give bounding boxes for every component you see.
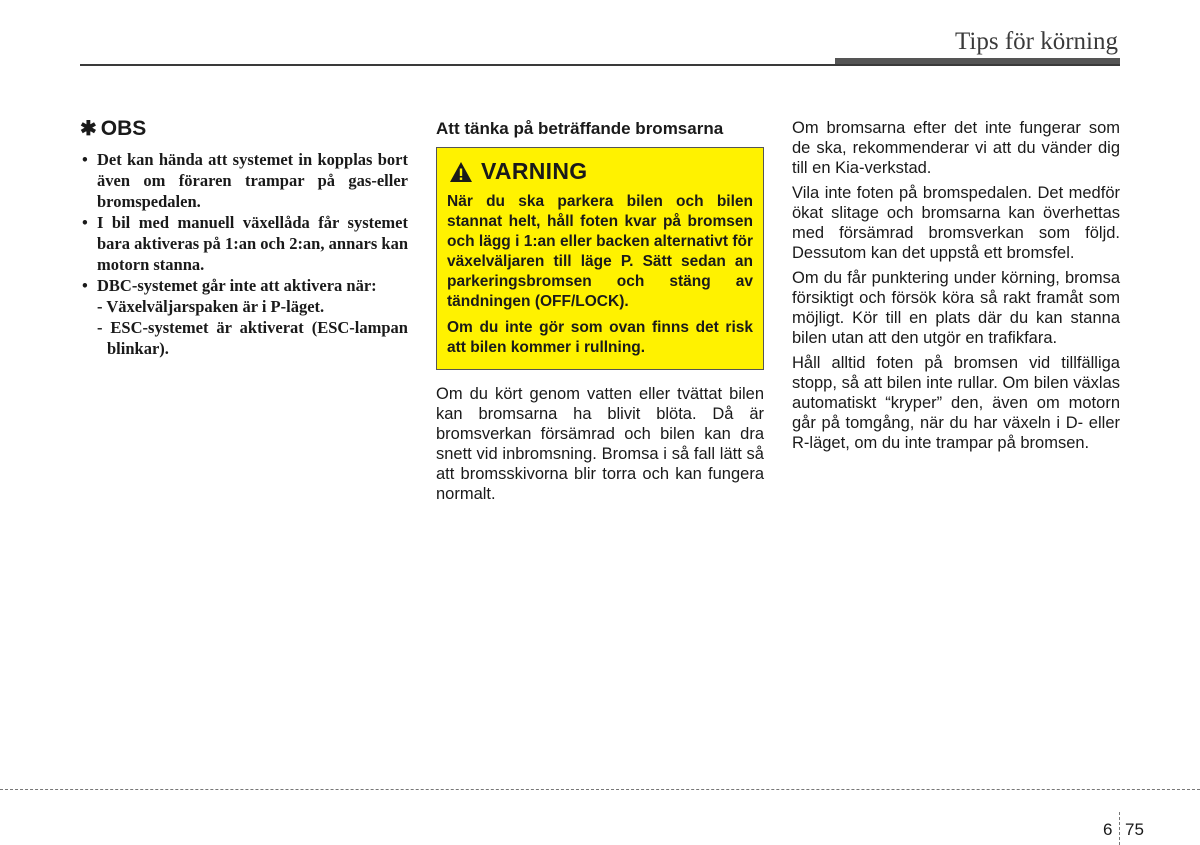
section-heading: Att tänka på beträffande bromsarna [436,119,724,138]
obs-list [80,149,408,359]
header-title: Tips för körning [955,28,1118,55]
bullet-icon: • [82,150,88,169]
warning-box [436,147,764,370]
obs-heading [80,116,408,141]
asterisk-icon: ✱ [80,118,97,140]
brakes-column [436,118,764,509]
bullet-icon: • [82,276,88,295]
body-paragraph: Om bromsarna efter det inte fungerar som de ska, rekommenderar vi att du vänder dig till en Kia-verkstad. [792,119,1120,177]
footer-rule [0,789,1200,790]
obs-item-text: I bil med manuell växellåda får systemet bara aktiveras på 1:an och 2:an, annars kan motorn stanna. [97,213,408,274]
body-paragraph: Om du får punktering under körning, bromsa försiktigt och försök köra så rakt framåt som möjligt. Kör till en plats där du kan stanna bilen utan att den utgör en trafikfara. [792,269,1120,347]
warning-triangle-icon [449,161,473,183]
obs-column [80,116,408,359]
warning-paragraph: När du ska parkera bilen och bilen stannat helt, håll foten kvar på bromsen och lägg i 1:an eller backen alternativt för växelväljaren till läge P. Sätt sedan an parkeringsbromsen och stäng av tändningen (OFF/LOCK). [447,193,753,310]
page-number: 75 [1125,820,1144,839]
list-item [80,149,408,212]
body-paragraph: Vila inte foten på bromspedalen. Det medför ökat slitage och bromsarna kan överhettas med försämrad bromsverkan som följd. Dessutom kan det uppstå ett bromsfel. [792,184,1120,262]
warning-paragraph: Om du inte gör som ovan finns det risk att bilen kommer i rullning. [447,319,753,356]
list-item [80,212,408,275]
obs-item-text: DBC-systemet går inte att aktivera när: [97,276,377,295]
obs-sublist [97,296,408,359]
warning-title: VARNING [481,158,588,184]
warning-header [449,158,753,185]
footer-divider [1119,812,1120,845]
bullet-icon: • [82,213,88,232]
chapter-number: 6 [1103,820,1113,839]
body-paragraph: Håll alltid foten på bromsen vid tillfälliga stopp, så att bilen inte rullar. Om bilen växlas automatiskt “kryper” den, även om motorn går på tomgång, när du har växeln i D- eller R-läget, om du inte trampar på bromsen. [792,354,1120,452]
sublist-item: - Växelväljarspaken är i P-läget. [97,297,325,316]
header-rule [80,64,1120,66]
body-paragraph: Om du kört genom vatten eller tvättat bilen kan bromsarna ha blivit blöta. Då är bromsverkan försämrad och bilen kan dra snett vid inbromsning. Bromsa i så fall lätt så att bromsskivorna blir torra och kan fungera normalt. [436,385,764,503]
sublist-item: - ESC-systemet är aktiverat (ESC-lampan blinkar). [97,318,408,358]
brake-tips-column [792,118,1120,458]
list-item [80,275,408,359]
obs-title: OBS [100,116,147,140]
obs-item-text: Det kan hända att systemet in kopplas bort även om föraren trampar på gas-eller bromspedalen. [97,150,408,211]
